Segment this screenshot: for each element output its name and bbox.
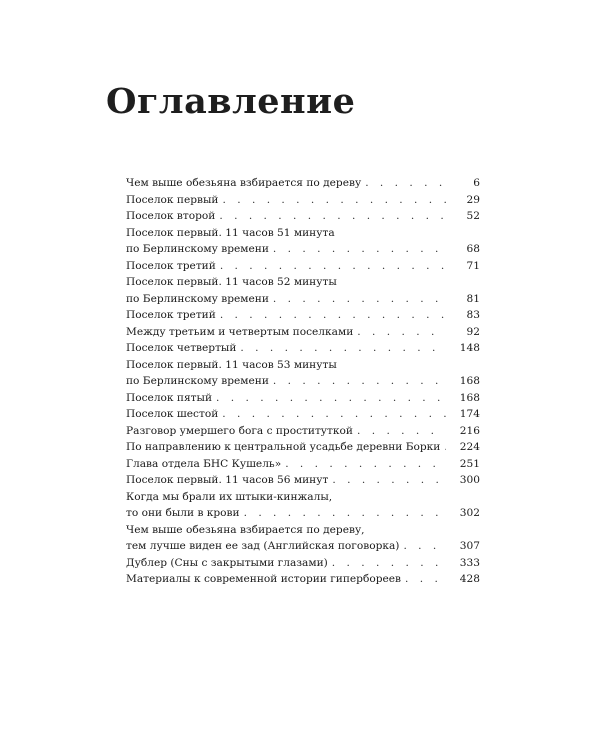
toc-entry-title: Чем выше обезьяна взбирается по дереву, (126, 523, 365, 536)
toc-entry[interactable] (126, 225, 480, 258)
dot-leader (405, 571, 446, 588)
toc-entry-title: Поселок четвертый (126, 342, 237, 354)
toc-entry[interactable] (126, 340, 480, 357)
toc-page-number: 29 (466, 193, 480, 206)
toc-entry-title: по Берлинскому времени (126, 292, 269, 305)
toc-entry-title: Когда мы брали их штыки-кинжалы, (126, 490, 333, 503)
toc-entry-title: Поселок третий (126, 259, 216, 272)
dot-leader (365, 175, 446, 192)
toc-entry-line (126, 472, 480, 489)
toc-entry-line (126, 258, 480, 275)
toc-entry-line (126, 291, 480, 308)
toc-entry-title: Материалы к современной истории гипербореев (126, 573, 401, 585)
toc-page-number: 71 (466, 259, 480, 272)
dot-leader (357, 423, 446, 440)
toc-entry[interactable] (126, 571, 480, 588)
toc-entry[interactable] (126, 208, 480, 225)
toc-entry[interactable] (126, 489, 480, 522)
dot-leader (273, 291, 446, 308)
toc-page-number: 224 (459, 441, 480, 453)
toc-entry-line (126, 456, 480, 473)
toc-entry-title: Поселок первый. 11 часов 51 минута (126, 226, 335, 239)
toc-page-number: 92 (466, 325, 480, 338)
dot-leader (444, 439, 446, 456)
toc-page-number: 83 (466, 309, 480, 321)
toc-entry-line (126, 175, 480, 192)
toc-entry-line (126, 555, 480, 572)
toc-entry-title: по Берлинскому времени (126, 375, 269, 387)
dot-leader (220, 258, 446, 275)
toc-page-number: 168 (459, 391, 480, 404)
toc-page-number: 307 (459, 540, 480, 552)
toc-entry[interactable] (126, 175, 480, 192)
toc-entry-line (126, 324, 480, 341)
toc-entry-title: Поселок первый. 11 часов 52 минуты (126, 276, 337, 288)
toc-entry-title: Между третьим и четвертым поселками (126, 325, 354, 338)
toc-entry-line (126, 357, 480, 374)
dot-leader (273, 373, 446, 390)
toc-entry-title: Поселок первый. 11 часов 56 минут (126, 474, 329, 486)
toc-entry-line (126, 538, 480, 555)
toc-entry-title: Поселок шестой (126, 408, 219, 420)
toc-entry[interactable] (126, 423, 480, 440)
toc-entry[interactable] (126, 258, 480, 275)
toc-entry-title: Дублер (Сны с закрытыми глазами) (126, 556, 328, 569)
toc-entry-title: Поселок третий (126, 309, 216, 321)
toc-entry-title: Поселок пятый (126, 391, 213, 404)
toc-entry-line (126, 307, 480, 324)
toc-entry-title: Глава отдела БНС Кушель» (126, 457, 282, 470)
toc-entry-line (126, 241, 480, 258)
toc-entry-line (126, 522, 480, 539)
toc-entry[interactable] (126, 439, 480, 456)
toc-entry-line (126, 340, 480, 357)
toc-entry-line (126, 406, 480, 423)
toc-entry-line (126, 423, 480, 440)
toc-entry-line (126, 225, 480, 242)
toc-page-number: 68 (466, 243, 480, 255)
toc-page-number: 148 (459, 342, 480, 354)
toc-entry[interactable] (126, 472, 480, 489)
toc-entry-line (126, 571, 480, 588)
toc-entry-title: тем лучше виден ее зад (Английская поговорка) (126, 540, 400, 552)
dot-leader (285, 456, 446, 473)
dot-leader (240, 340, 446, 357)
toc-entry-line (126, 208, 480, 225)
toc-page-number: 81 (466, 292, 480, 305)
toc-entry-line (126, 489, 480, 506)
toc-entry[interactable] (126, 307, 480, 324)
dot-leader (222, 192, 446, 209)
toc-page-number: 251 (459, 457, 480, 470)
toc-page-number: 428 (459, 573, 480, 585)
toc-entry-title: Поселок первый. 11 часов 53 минуты (126, 358, 337, 371)
dot-leader (403, 538, 446, 555)
toc-entry-title: Поселок первый (126, 193, 219, 206)
dot-leader (216, 390, 446, 407)
toc-entry-line (126, 373, 480, 390)
toc-entry-line (126, 390, 480, 407)
toc-entry[interactable] (126, 357, 480, 390)
toc-entry-title: По направлению к центральной усадьбе деревни Борки (126, 441, 441, 453)
toc-entry-line (126, 505, 480, 522)
toc-page-number: 333 (459, 556, 480, 569)
dot-leader (332, 555, 446, 572)
toc-entry-title: Чем выше обезьяна взбирается по дереву (126, 177, 362, 189)
toc-entry-line (126, 274, 480, 291)
dot-leader (273, 241, 446, 258)
dot-leader (357, 324, 446, 341)
toc-entry-line (126, 192, 480, 209)
dot-leader (332, 472, 446, 489)
toc-entry[interactable] (126, 522, 480, 555)
toc-entry[interactable] (126, 192, 480, 209)
toc-page-number: 300 (459, 474, 480, 486)
toc-entry[interactable] (126, 274, 480, 307)
dot-leader (219, 208, 446, 225)
toc-entry-title: по Берлинскому времени (126, 243, 269, 255)
toc-entry-title: Разговор умершего бога с проституткой (126, 424, 353, 437)
dot-leader (244, 505, 446, 522)
dot-leader (220, 307, 446, 324)
toc-entry[interactable] (126, 456, 480, 473)
toc-page-number: 168 (459, 375, 480, 387)
toc-entry-title: то они были в крови (126, 507, 240, 519)
toc-page-number: 302 (459, 507, 480, 519)
toc-page-number: 174 (459, 408, 480, 420)
page-title: Оглавление (106, 81, 356, 122)
toc-page-number: 6 (473, 177, 480, 189)
dot-leader (222, 406, 446, 423)
toc-entry-title: Поселок второй (126, 210, 216, 222)
toc-entry[interactable] (126, 390, 480, 407)
table-of-contents (126, 175, 480, 588)
toc-entry[interactable] (126, 406, 480, 423)
toc-page-number: 216 (459, 424, 480, 437)
toc-page-number: 52 (466, 210, 480, 222)
toc-entry[interactable] (126, 555, 480, 572)
toc-entry-line (126, 439, 480, 456)
toc-entry[interactable] (126, 324, 480, 341)
